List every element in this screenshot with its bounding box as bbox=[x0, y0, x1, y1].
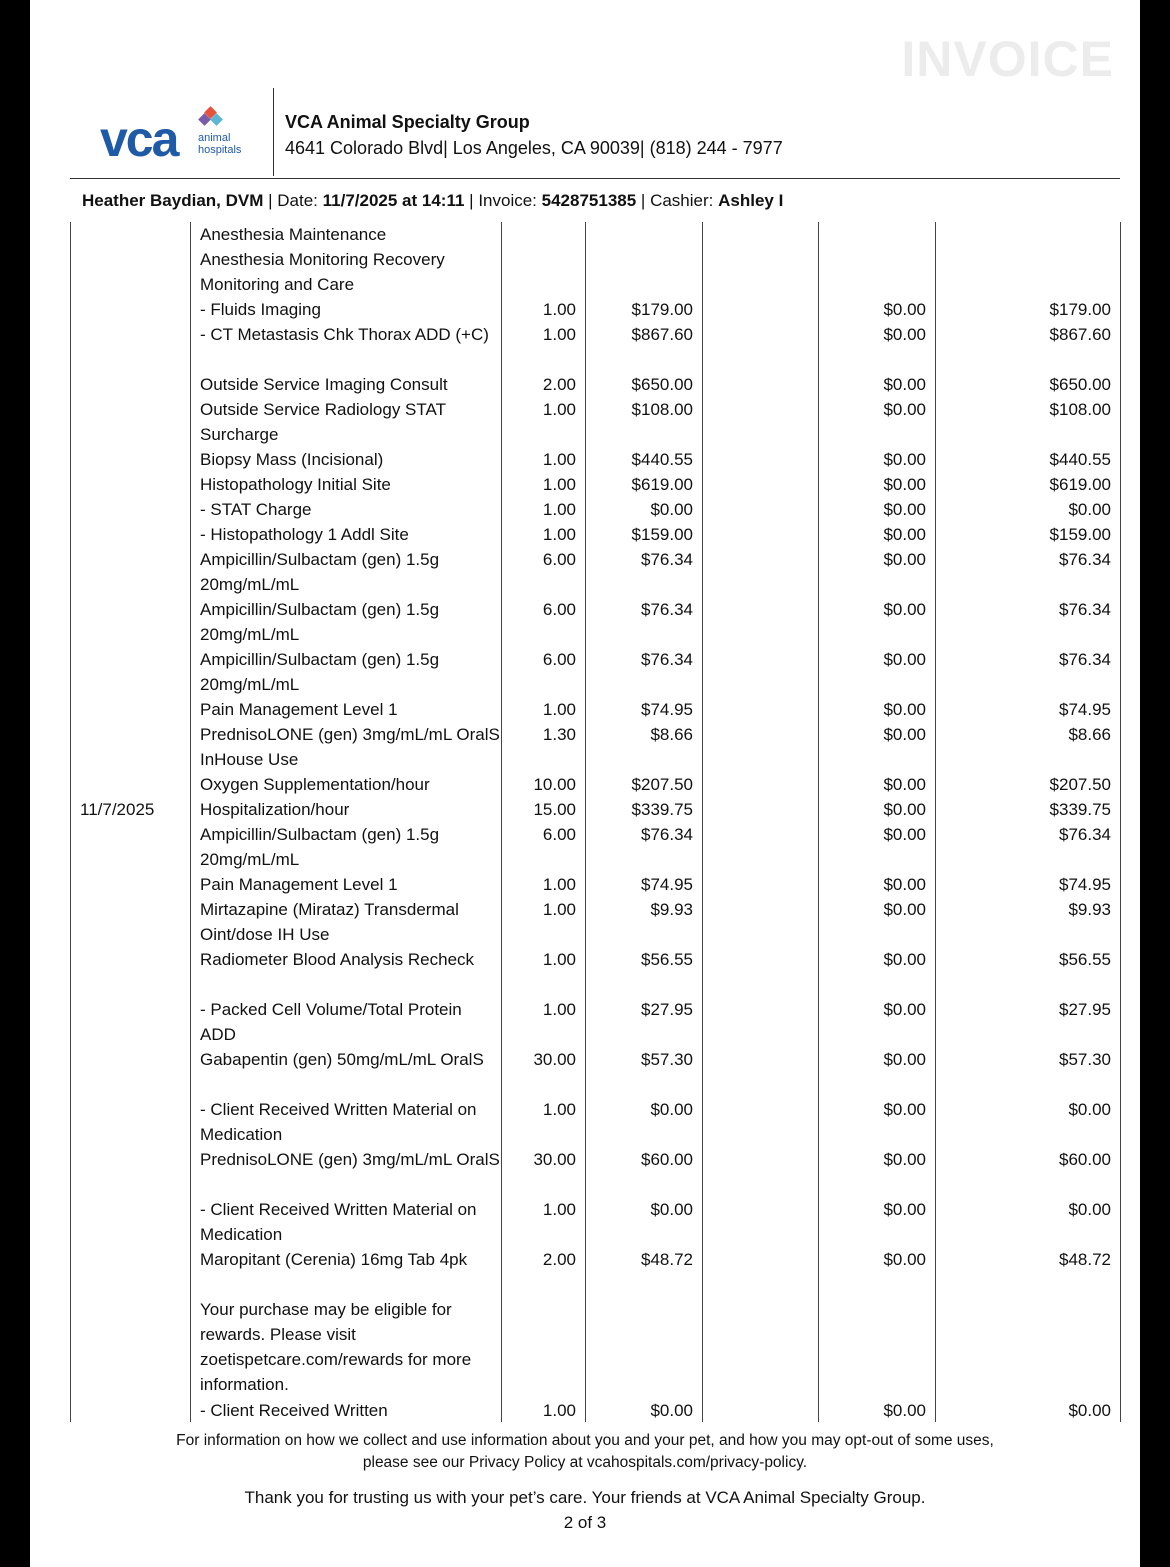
item-description: Your purchase may be eligible for rewards. Please visit zoetispetcare.com/rewards for more information. bbox=[200, 1300, 472, 1394]
item-discount: $0.00 bbox=[883, 600, 926, 619]
invoice-page bbox=[30, 0, 1140, 1567]
item-total: $74.95 bbox=[1059, 875, 1111, 894]
item-description: Maropitant (Cerenia) 16mg Tab 4pk bbox=[200, 1250, 468, 1269]
item-description: Gabapentin (gen) 50mg/mL/mL OralS bbox=[200, 1050, 484, 1069]
table-rule bbox=[585, 222, 586, 1422]
item-quantity: 6.00 bbox=[542, 825, 576, 844]
item-price: $0.00 bbox=[650, 500, 693, 519]
service-date: 11/7/2025 bbox=[80, 800, 155, 819]
item-price: $650.00 bbox=[631, 375, 693, 394]
item-quantity: 10.00 bbox=[533, 775, 576, 794]
item-quantity: 2.00 bbox=[542, 375, 576, 394]
item-discount: $0.00 bbox=[883, 725, 926, 744]
item-description: PrednisoLONE (gen) 3mg/mL/mL OralS InHouse Use bbox=[200, 725, 500, 769]
item-discount: $0.00 bbox=[883, 300, 926, 319]
item-description: - Histopathology 1 Addl Site bbox=[200, 525, 409, 544]
item-discount: $0.00 bbox=[883, 1050, 926, 1069]
item-quantity: 1.00 bbox=[542, 700, 576, 719]
item-discount: $0.00 bbox=[883, 400, 926, 419]
item-description: Biopsy Mass (Incisional) bbox=[200, 450, 384, 469]
item-quantity: 30.00 bbox=[533, 1050, 576, 1069]
item-total: $619.00 bbox=[1049, 475, 1111, 494]
item-price: $74.95 bbox=[641, 700, 693, 719]
invoice-number: 5428751385 bbox=[541, 191, 637, 210]
table-rule bbox=[70, 222, 71, 1422]
vet-name: Heather Baydian, DVM bbox=[82, 191, 264, 210]
item-discount: $0.00 bbox=[883, 1150, 926, 1169]
item-quantity: 1.30 bbox=[542, 725, 576, 744]
item-quantity: 1.00 bbox=[542, 875, 576, 894]
item-quantity: 1.00 bbox=[542, 1000, 576, 1019]
item-price: $0.00 bbox=[650, 1401, 693, 1420]
item-discount: $0.00 bbox=[883, 1000, 926, 1019]
item-total: $76.34 bbox=[1059, 650, 1111, 669]
item-total: $76.34 bbox=[1059, 550, 1111, 569]
item-discount: $0.00 bbox=[883, 475, 926, 494]
item-total: $8.66 bbox=[1068, 725, 1111, 744]
item-description: - STAT Charge bbox=[200, 500, 312, 519]
header-divider bbox=[273, 88, 274, 176]
item-price: $339.75 bbox=[631, 800, 693, 819]
logo-wordmark: vca bbox=[100, 111, 178, 167]
item-price: $76.34 bbox=[641, 550, 693, 569]
item-description: - Client Received Written Material on Medication bbox=[200, 1100, 477, 1144]
item-discount: $0.00 bbox=[883, 1250, 926, 1269]
invoice-date: 11/7/2025 at 14:11 bbox=[322, 191, 465, 210]
item-description: Ampicillin/Sulbactam (gen) 1.5g 20mg/mL/mL bbox=[200, 600, 440, 644]
item-price: $108.00 bbox=[631, 400, 693, 419]
item-price: $0.00 bbox=[650, 1200, 693, 1219]
table-rule bbox=[1120, 222, 1121, 1422]
item-discount: $0.00 bbox=[883, 775, 926, 794]
item-price: $179.00 bbox=[631, 300, 693, 319]
item-total: $9.93 bbox=[1068, 900, 1111, 919]
item-price: $56.55 bbox=[641, 950, 693, 969]
table-rule bbox=[818, 222, 819, 1422]
invoice-meta: Heather Baydian, DVM | Date: 11/7/2025 at 14:11 | Invoice: 5428751385 | Cashier: Ashley I bbox=[82, 191, 784, 210]
item-quantity: 30.00 bbox=[533, 1150, 576, 1169]
table-rule bbox=[702, 222, 703, 1422]
item-total: $0.00 bbox=[1068, 1200, 1111, 1219]
item-price: $9.93 bbox=[650, 900, 693, 919]
item-discount: $0.00 bbox=[883, 950, 926, 969]
item-price: $76.34 bbox=[641, 600, 693, 619]
logo-diamond-icon bbox=[196, 106, 226, 134]
item-quantity: 15.00 bbox=[533, 800, 576, 819]
item-discount: $0.00 bbox=[883, 550, 926, 569]
item-discount: $0.00 bbox=[883, 875, 926, 894]
clinic-name: VCA Animal Specialty Group bbox=[285, 112, 530, 132]
item-description: Ampicillin/Sulbactam (gen) 1.5g 20mg/mL/mL bbox=[200, 550, 440, 594]
invoice-label: Invoice: bbox=[478, 191, 537, 210]
item-description: Hospitalization/hour bbox=[200, 800, 350, 819]
item-description: Ampicillin/Sulbactam (gen) 1.5g 20mg/mL/mL bbox=[200, 825, 440, 869]
item-discount: $0.00 bbox=[883, 450, 926, 469]
logo-sub-line2: hospitals bbox=[198, 144, 242, 156]
item-total: $0.00 bbox=[1068, 500, 1111, 519]
item-description: Mirtazapine (Mirataz) Transdermal Oint/dose IH Use bbox=[200, 900, 459, 944]
item-description: - Fluids Imaging bbox=[200, 300, 321, 319]
item-total: $207.50 bbox=[1049, 775, 1111, 794]
item-description: - CT Metastasis Chk Thorax ADD (+C) bbox=[200, 325, 489, 344]
item-quantity: 1.00 bbox=[542, 1200, 576, 1219]
item-total: $48.72 bbox=[1059, 1250, 1111, 1269]
item-quantity: 6.00 bbox=[542, 600, 576, 619]
item-description: Oxygen Supplementation/hour bbox=[200, 775, 430, 794]
item-total: $179.00 bbox=[1049, 300, 1111, 319]
table-rule bbox=[190, 222, 191, 1422]
cashier-name: Ashley I bbox=[718, 191, 784, 210]
logo-subtitle bbox=[198, 132, 241, 156]
item-description: - Packed Cell Volume/Total Protein ADD bbox=[200, 1000, 462, 1044]
item-quantity: 2.00 bbox=[542, 1250, 576, 1269]
item-price: $8.66 bbox=[650, 725, 693, 744]
item-total: $650.00 bbox=[1049, 375, 1111, 394]
item-total: $56.55 bbox=[1059, 950, 1111, 969]
item-discount: $0.00 bbox=[883, 900, 926, 919]
item-description: - Client Received Written Material on Medication bbox=[200, 1200, 477, 1244]
privacy-line-2: please see our Privacy Policy at vcahospitals.com/privacy-policy. bbox=[362, 1454, 808, 1471]
item-quantity: 1.00 bbox=[542, 325, 576, 344]
item-total: $27.95 bbox=[1059, 1000, 1111, 1019]
header-rule bbox=[70, 178, 1120, 179]
item-description: Outside Service Radiology STAT Surcharge bbox=[200, 400, 446, 444]
table-rule bbox=[935, 222, 936, 1422]
item-price: $48.72 bbox=[641, 1250, 693, 1269]
item-quantity: 1.00 bbox=[542, 950, 576, 969]
item-total: $76.34 bbox=[1059, 825, 1111, 844]
item-price: $207.50 bbox=[631, 775, 693, 794]
clinic-address: 4641 Colorado Blvd| Los Angeles, CA 90039| (818) 244 - 7977 bbox=[285, 138, 783, 158]
item-price: $60.00 bbox=[641, 1150, 693, 1169]
item-quantity: 1.00 bbox=[542, 475, 576, 494]
item-total: $867.60 bbox=[1049, 325, 1111, 344]
cashier-label: Cashier: bbox=[650, 191, 714, 210]
item-discount: $0.00 bbox=[883, 825, 926, 844]
item-price: $76.34 bbox=[641, 650, 693, 669]
item-description: Pain Management Level 1 bbox=[200, 700, 398, 719]
date-label: Date: bbox=[277, 191, 318, 210]
item-discount: $0.00 bbox=[883, 1200, 926, 1219]
item-discount: $0.00 bbox=[883, 650, 926, 669]
privacy-line-1: For information on how we collect and use information about you and your pet, and how you may opt-out of some uses, bbox=[176, 1432, 994, 1449]
item-discount: $0.00 bbox=[883, 1100, 926, 1119]
item-price: $619.00 bbox=[631, 475, 693, 494]
item-total: $74.95 bbox=[1059, 700, 1111, 719]
item-description: PrednisoLONE (gen) 3mg/mL/mL OralS bbox=[200, 1150, 500, 1169]
invoice-watermark: INVOICE bbox=[901, 31, 1114, 87]
item-quantity: 1.00 bbox=[542, 500, 576, 519]
item-quantity: 1.00 bbox=[542, 300, 576, 319]
item-total: $57.30 bbox=[1059, 1050, 1111, 1069]
item-discount: $0.00 bbox=[883, 1401, 926, 1420]
item-total: $60.00 bbox=[1059, 1150, 1111, 1169]
item-price: $57.30 bbox=[641, 1050, 693, 1069]
item-discount: $0.00 bbox=[883, 375, 926, 394]
item-price: $0.00 bbox=[650, 1100, 693, 1119]
item-quantity: 1.00 bbox=[542, 525, 576, 544]
item-price: $440.55 bbox=[631, 450, 693, 469]
privacy-notice bbox=[30, 1430, 1140, 1474]
item-price: $76.34 bbox=[641, 825, 693, 844]
item-discount: $0.00 bbox=[883, 700, 926, 719]
item-total: $0.00 bbox=[1068, 1401, 1111, 1420]
item-price: $74.95 bbox=[641, 875, 693, 894]
item-discount: $0.00 bbox=[883, 325, 926, 344]
item-total: $108.00 bbox=[1049, 400, 1111, 419]
item-description: Histopathology Initial Site bbox=[200, 475, 391, 494]
item-price: $159.00 bbox=[631, 525, 693, 544]
item-price: $867.60 bbox=[631, 325, 693, 344]
item-description: - Client Received Written bbox=[200, 1401, 388, 1420]
thank-you-note: Thank you for trusting us with your pet’s care. Your friends at VCA Animal Specialty Group. bbox=[244, 1488, 926, 1507]
item-quantity: 6.00 bbox=[542, 650, 576, 669]
item-quantity: 1.00 bbox=[542, 400, 576, 419]
logo-sub-line1: animal bbox=[198, 132, 231, 144]
item-quantity: 1.00 bbox=[542, 1401, 576, 1420]
vca-logo bbox=[100, 104, 260, 167]
page-number: 2 of 3 bbox=[563, 1513, 607, 1532]
item-description: Anesthesia Monitoring Recovery Monitoring and Care bbox=[200, 250, 445, 294]
item-total: $76.34 bbox=[1059, 600, 1111, 619]
item-quantity: 1.00 bbox=[542, 1100, 576, 1119]
item-description: Outside Service Imaging Consult bbox=[200, 375, 448, 394]
item-description: Ampicillin/Sulbactam (gen) 1.5g 20mg/mL/mL bbox=[200, 650, 440, 694]
item-quantity: 6.00 bbox=[542, 550, 576, 569]
item-description: Anesthesia Maintenance bbox=[200, 225, 387, 244]
item-description: Pain Management Level 1 bbox=[200, 875, 398, 894]
item-discount: $0.00 bbox=[883, 500, 926, 519]
item-quantity: 1.00 bbox=[542, 450, 576, 469]
item-total: $0.00 bbox=[1068, 1100, 1111, 1119]
line-items-table bbox=[70, 222, 1125, 1422]
item-discount: $0.00 bbox=[883, 525, 926, 544]
item-total: $339.75 bbox=[1049, 800, 1111, 819]
item-discount: $0.00 bbox=[883, 800, 926, 819]
item-total: $440.55 bbox=[1049, 450, 1111, 469]
item-total: $159.00 bbox=[1049, 525, 1111, 544]
item-price: $27.95 bbox=[641, 1000, 693, 1019]
item-quantity: 1.00 bbox=[542, 900, 576, 919]
item-description: Radiometer Blood Analysis Recheck bbox=[200, 950, 475, 969]
